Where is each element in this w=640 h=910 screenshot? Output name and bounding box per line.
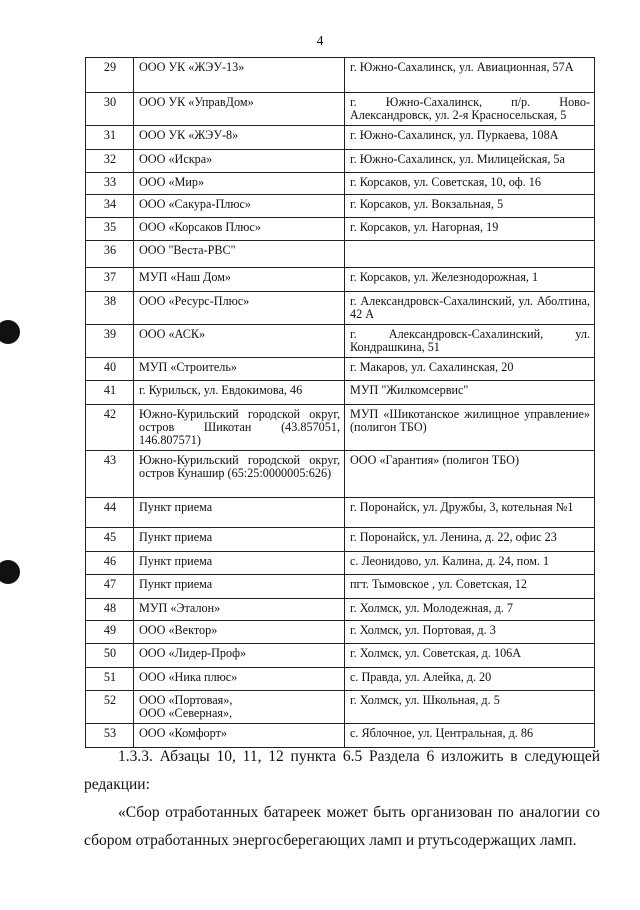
row-organization: МУП «Строитель» <box>134 357 345 380</box>
row-address: г. Холмск, ул. Советская, д. 106А <box>345 643 595 667</box>
row-number: 30 <box>86 93 134 126</box>
row-address: г. Южно-Сахалинск, ул. Авиационная, 57А <box>345 58 595 93</box>
table-row <box>86 58 595 93</box>
row-address: г. Александровск-Сахалинский, ул. Кондрашкина, 51 <box>345 324 595 357</box>
row-number: 38 <box>86 292 134 325</box>
row-address: г. Поронайск, ул. Дружбы, 3, котельная №1 <box>345 497 595 527</box>
row-organization: ООО УК «УправДом» <box>134 93 345 126</box>
table-row <box>86 620 595 643</box>
row-number: 31 <box>86 126 134 150</box>
row-number: 42 <box>86 404 134 450</box>
row-organization: ООО "Веста-РВС" <box>134 241 345 268</box>
row-address: г. Южно-Сахалинск, ул. Милицейская, 5а <box>345 150 595 173</box>
table-row <box>86 527 595 551</box>
table-row <box>86 404 595 450</box>
row-organization: Пункт приема <box>134 527 345 551</box>
table-row <box>86 93 595 126</box>
row-number: 50 <box>86 643 134 667</box>
row-organization: ООО «Лидер-Проф» <box>134 643 345 667</box>
row-number: 40 <box>86 357 134 380</box>
row-number: 47 <box>86 574 134 598</box>
row-address: г. Александровск-Сахалинский, ул. Аболтина, 42 А <box>345 292 595 325</box>
row-organization: МУП «Наш Дом» <box>134 268 345 292</box>
row-address: г. Холмск, ул. Молодежная, д. 7 <box>345 598 595 620</box>
row-organization: Пункт приема <box>134 497 345 527</box>
row-address: пгт. Тымовское , ул. Советская, 12 <box>345 574 595 598</box>
row-organization: г. Курильск, ул. Евдокимова, 46 <box>134 380 345 404</box>
amendment-paragraph: 1.3.3. Абзацы 10, 11, 12 пункта 6.5 Раздела 6 изложить в следующей редакции: <box>84 748 600 793</box>
row-organization: ООО «Сакура-Плюс» <box>134 195 345 218</box>
row-organization: ООО УК «ЖЭУ-13» <box>134 58 345 93</box>
row-number: 33 <box>86 173 134 195</box>
table-row <box>86 218 595 241</box>
row-organization: Пункт приема <box>134 574 345 598</box>
table-row <box>86 598 595 620</box>
row-organization: ООО «Портовая», ООО «Северная», <box>134 690 345 723</box>
quoted-paragraph: «Сбор отработанных батареек может быть организован по аналогии со сбором отработанных энергосберегающих ламп и ртутьсодержащих ламп. <box>84 804 600 849</box>
table-row <box>86 268 595 292</box>
table-row <box>86 241 595 268</box>
row-number: 43 <box>86 450 134 497</box>
table-row <box>86 324 595 357</box>
table-row <box>86 643 595 667</box>
row-address <box>345 241 595 268</box>
row-number: 53 <box>86 723 134 747</box>
table-row <box>86 380 595 404</box>
table-row <box>86 667 595 690</box>
row-number: 49 <box>86 620 134 643</box>
row-number: 52 <box>86 690 134 723</box>
row-organization: МУП «Эталон» <box>134 598 345 620</box>
row-organization: ООО «Комфорт» <box>134 723 345 747</box>
row-address: г. Южно-Сахалинск, ул. Пуркаева, 108А <box>345 126 595 150</box>
table-row <box>86 574 595 598</box>
row-address: г. Корсаков, ул. Нагорная, 19 <box>345 218 595 241</box>
row-organization: ООО «Корсаков Плюс» <box>134 218 345 241</box>
row-number: 48 <box>86 598 134 620</box>
row-number: 46 <box>86 551 134 574</box>
row-number: 29 <box>86 58 134 93</box>
row-number: 45 <box>86 527 134 551</box>
row-organization: ООО «Искра» <box>134 150 345 173</box>
row-organization: ООО «Ресурс-Плюс» <box>134 292 345 325</box>
row-organization: ООО «Вектор» <box>134 620 345 643</box>
row-address: с. Правда, ул. Алейка, д. 20 <box>345 667 595 690</box>
table-row <box>86 195 595 218</box>
row-address: с. Яблочное, ул. Центральная, д. 86 <box>345 723 595 747</box>
row-number: 37 <box>86 268 134 292</box>
row-number: 36 <box>86 241 134 268</box>
punch-hole-top <box>0 320 20 344</box>
row-number: 44 <box>86 497 134 527</box>
table-row <box>86 173 595 195</box>
row-number: 39 <box>86 324 134 357</box>
table-row <box>86 551 595 574</box>
row-address: ООО «Гарантия» (полигон ТБО) <box>345 450 595 497</box>
row-address: МУП "Жилкомсервис" <box>345 380 595 404</box>
collection-points-table <box>85 57 595 748</box>
row-address: г. Макаров, ул. Сахалинская, 20 <box>345 357 595 380</box>
table-row <box>86 497 595 527</box>
page-number: 4 <box>316 34 324 49</box>
table-row <box>86 450 595 497</box>
table-row <box>86 126 595 150</box>
row-organization: ООО «АСК» <box>134 324 345 357</box>
table-row <box>86 292 595 325</box>
punch-hole-bottom <box>0 560 20 584</box>
table-row <box>86 150 595 173</box>
row-number: 41 <box>86 380 134 404</box>
row-organization: ООО «Мир» <box>134 173 345 195</box>
row-address: г. Корсаков, ул. Железнодорожная, 1 <box>345 268 595 292</box>
row-number: 32 <box>86 150 134 173</box>
row-address: г. Корсаков, ул. Советская, 10, оф. 16 <box>345 173 595 195</box>
row-address: г. Южно-Сахалинск, п/р. Ново-Александровск, ул. 2-я Красносельская, 5 <box>345 93 595 126</box>
row-address: г. Поронайск, ул. Ленина, д. 22, офис 23 <box>345 527 595 551</box>
row-number: 51 <box>86 667 134 690</box>
row-address: г. Холмск, ул. Школьная, д. 5 <box>345 690 595 723</box>
table-row <box>86 357 595 380</box>
row-organization: Пункт приема <box>134 551 345 574</box>
row-address: с. Леонидово, ул. Калина, д. 24, пом. 1 <box>345 551 595 574</box>
row-number: 35 <box>86 218 134 241</box>
row-organization: Южно-Курильский городской округ, остров Шикотан (43.857051, 146.807571) <box>134 404 345 450</box>
table-row <box>86 690 595 723</box>
row-address: г. Корсаков, ул. Вокзальная, 5 <box>345 195 595 218</box>
row-address: г. Холмск, ул. Портовая, д. 3 <box>345 620 595 643</box>
row-organization: Южно-Курильский городской округ, остров Кунашир (65:25:0000005:626) <box>134 450 345 497</box>
row-number: 34 <box>86 195 134 218</box>
row-address: МУП «Шикотанское жилищное управление» (полигон ТБО) <box>345 404 595 450</box>
row-organization: ООО «Ника плюс» <box>134 667 345 690</box>
row-organization: ООО УК «ЖЭУ-8» <box>134 126 345 150</box>
